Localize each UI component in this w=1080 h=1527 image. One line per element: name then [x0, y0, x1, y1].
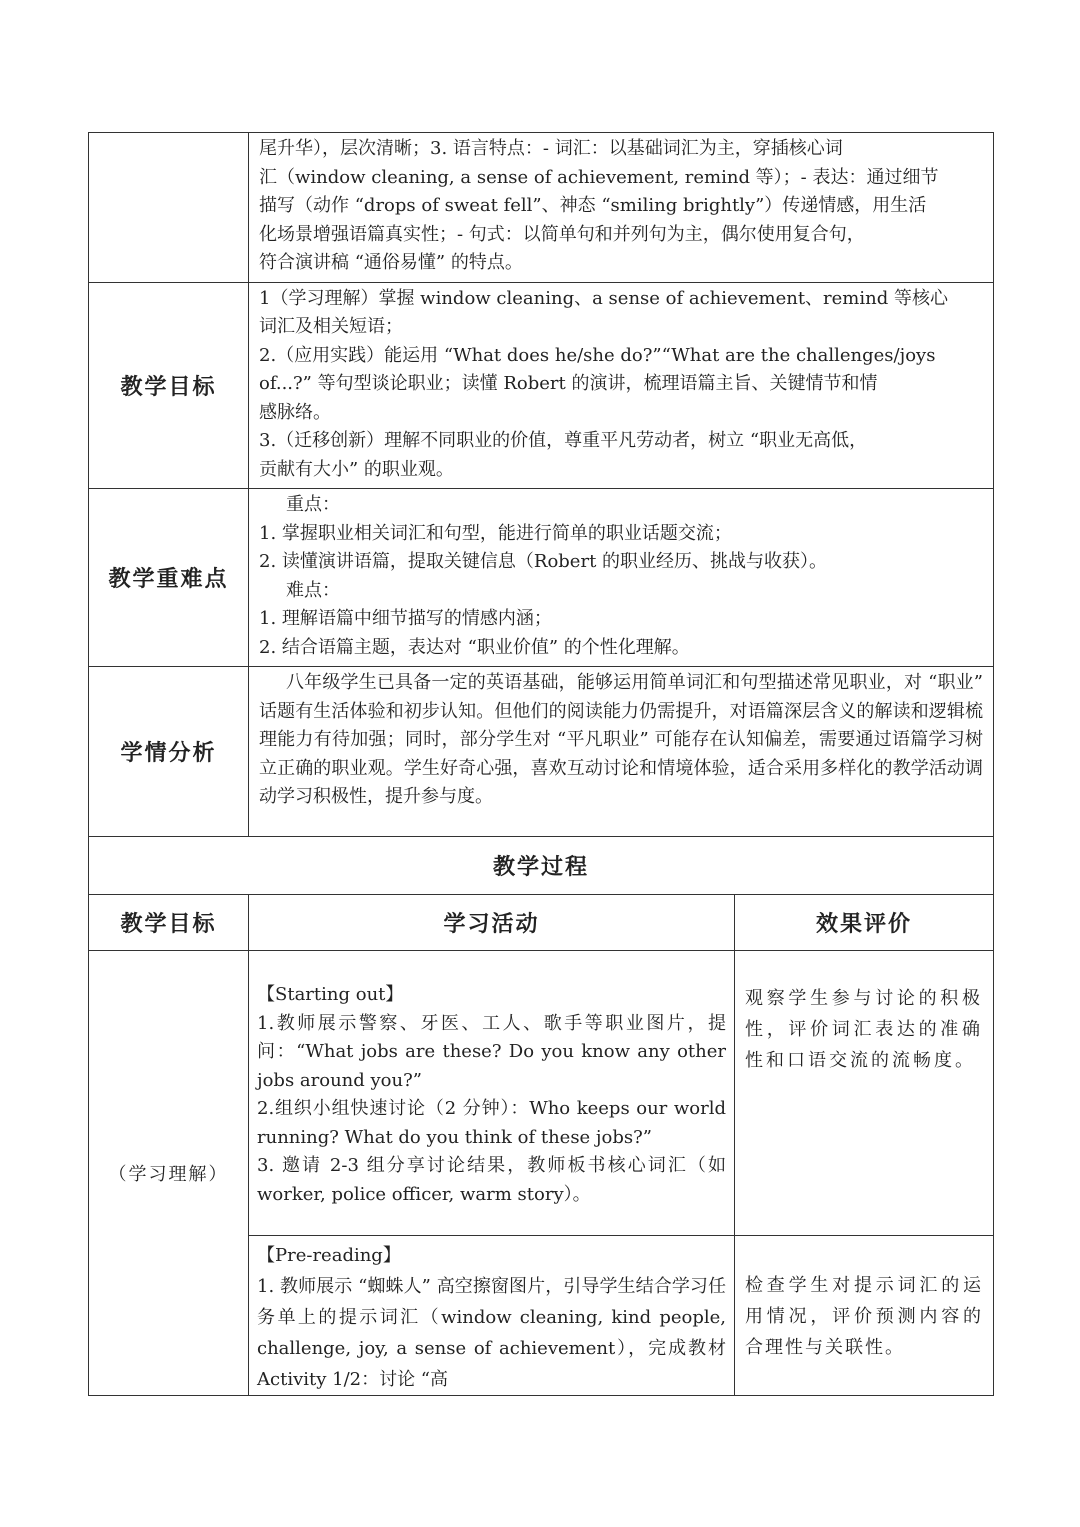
text-line: 尾升华），层次清晰；3. 语言特点：- 词汇：以基础词汇为主，穿插核心词 [259, 138, 843, 159]
text-line: 贡献有大小” 的职业观。 [259, 458, 454, 480]
text-line: 化场景增强语篇真实性；- 句式：以简单句和并列句为主，偶尔使用复合句， [259, 223, 865, 245]
objectives-content [249, 282, 994, 489]
process-header-row [89, 895, 994, 951]
focus-title: 重点： [286, 494, 340, 515]
activity-line: 1.教师展示警察、牙医、工人、歌手等职业图片，提问：“What jobs are these? Do you know any other jobs around you?” [257, 1012, 726, 1091]
analysis-content [249, 667, 994, 837]
analysis-text: 八年级学生已具备一定的英语基础，能够运用简单词汇和句型描述常见职业，对 “职业” 话题有生活体验和初步认知。但他们的阅读能力仍需提升，对语篇深层含义的解读和逻辑梳理能力有待加强；同时，部分学生对 “平凡职业” 可能存在认知偏差，需要通过语篇学习树立正确的职业观。学生好奇心强，喜欢互动讨论和情境体验，适合采用多样化的教学活动调动学习积极性，提升参与度。 [259, 672, 983, 807]
activity-title: 【Pre-reading】 [257, 1245, 401, 1266]
text-line: 2.（应用实践）能运用 “What does he/she do?”“What are the challenges/joys [259, 344, 936, 366]
col-header-evaluation: 效果评价 [735, 895, 994, 951]
process-title-row [89, 837, 994, 895]
activity-line: 1. 教师展示 “蜘蛛人” 高空擦窗图片，引导学生结合学习任务单上的提示词汇（window cleaning, kind people, challenge, joy, a sense of achievement），完成教材 Activity 1/2：讨论 “高 [257, 1276, 726, 1390]
activity-line: 3. 邀请 2-3 组分享讨论结果，教师板书核心词汇（如 worker, police officer, warm story）。 [257, 1155, 726, 1205]
text-line: 符合演讲稿 “通俗易懂” 的特点。 [259, 252, 523, 273]
text-line: 汇（window cleaning, a sense of achievement, remind 等）；- 表达：通过细节 [259, 166, 939, 188]
activity-content [249, 951, 735, 1236]
text-line: 感脉络。 [259, 401, 331, 423]
process-title: 教学过程 [89, 837, 994, 895]
key-points-content [249, 489, 994, 667]
text-line: 1（学习理解）掌握 window cleaning、a sense of achievement、remind 等核心 [259, 287, 948, 309]
analysis-label: 学情分析 [89, 667, 249, 837]
evaluation-content: 检查学生对提示词汇的运用情况，评价预测内容的合理性与关联性。 [735, 1236, 994, 1396]
difficulty-item: 2. 结合语篇主题，表达对 “职业价值” 的个性化理解。 [259, 636, 690, 658]
focus-item: 1. 掌握职业相关词汇和句型，能进行简单的职业话题交流； [259, 522, 732, 544]
objectives-row [89, 282, 994, 489]
col-header-activity: 学习活动 [249, 895, 735, 951]
stage-label: （学习理解） [89, 951, 249, 1396]
focus-item: 2. 读懂演讲语篇，提取关键信息（Robert 的职业经历、挑战与收获）。 [259, 551, 828, 572]
difficulty-item: 1. 理解语篇中细节描写的情感内涵； [259, 608, 552, 629]
text-analysis-row [89, 133, 994, 283]
lesson-plan-table [88, 132, 994, 1396]
activity-content [249, 1236, 735, 1396]
activity-line: 2.组织小组快速讨论（2 分钟）：Who keeps our world running? What do you think of these jobs?” [257, 1098, 726, 1148]
text-line: 3.（迁移创新）理解不同职业的价值，尊重平凡劳动者，树立 “职业无高低， [259, 430, 868, 451]
key-points-row [89, 489, 994, 667]
text-line: 描写（动作 “drops of sweat fell”、神态 “smiling brightly”）传递情感，用生活 [259, 195, 927, 216]
analysis-row [89, 667, 994, 837]
text-line: 词汇及相关短语； [259, 316, 403, 337]
col-header-objective: 教学目标 [89, 895, 249, 951]
key-points-label: 教学重难点 [89, 489, 249, 667]
evaluation-content: 观察学生参与讨论的积极性，评价词汇表达的准确性和口语交流的流畅度。 [735, 951, 994, 1236]
activity-row [89, 951, 994, 1236]
activity-title: 【Starting out】 [257, 984, 404, 1005]
objectives-label: 教学目标 [89, 282, 249, 489]
difficulty-title: 难点： [286, 579, 340, 601]
empty-label-cell [89, 133, 249, 283]
text-line: of...?” 等句型谈论职业；读懂 Robert 的演讲，梳理语篇主旨、关键情节和情 [259, 373, 878, 394]
text-analysis-content [249, 133, 994, 283]
